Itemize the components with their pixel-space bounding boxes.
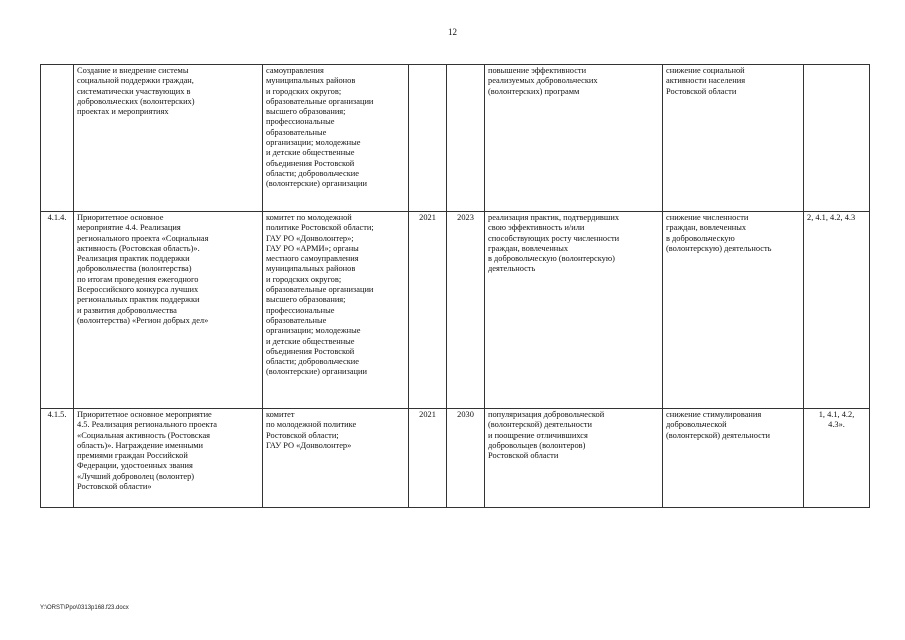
page-number: 12 [448,27,457,37]
executor-cell: самоуправления муниципальных районов и городских округов; образовательные организации высшего образования; профессиональные образовательные организации; молодежные и детские общественные объединения Ростовской области; добровольческие (волонтерские) организации [263,65,409,212]
table-row [41,409,870,508]
event-cell: Приоритетное основное мероприятие 4.4. Реализация регионального проекта «Социальная активность (Ростовская область)». Реализация практик поддержки добровольчества (волонтерства) по итогам проведения ежегодного Всероссийского конкурса лучших региональных практик поддержки и развития добровольчества (волонтерства) «Регион добрых дел» [74,212,263,409]
row-number-cell [41,65,74,212]
table-row [41,212,870,409]
event-cell: Создание и внедрение системы социальной поддержки граждан, систематически участвующих в добровольческих (волонтерских) проектах и мероприятиях [74,65,263,212]
expected-result-cell: популяризация добровольческой (волонтерской) деятельности и поощрение отличившихся добровольцев (волонтеров) Ростовской области [485,409,663,508]
table-row [41,65,870,212]
consequence-cell: снижение численности граждан, вовлеченных в добровольческую (волонтерскую) деятельность [663,212,804,409]
start-year-cell: 2021 [409,409,447,508]
document-file-path: Y:\ORST\Ppo\0313p168.f23.docx [40,605,129,611]
row-number-cell: 4.1.4. [41,212,74,409]
indicator-link-cell: 2, 4.1, 4.2, 4.3 [804,212,870,409]
start-year-cell: 2021 [409,212,447,409]
executor-cell: комитет по молодежной политике Ростовской области; ГАУ РО «Донволонтер»; ГАУ РО «АРМИ»; органы местного самоуправления муниципальных районов и городских округов; образовательные организации высшего образования; профессиональные образовательные организации; молодежные и детские общественные объединения Ростовской области; добровольческие (волонтерские) организации [263,212,409,409]
expected-result-cell: повышение эффективности реализуемых добровольческих (волонтерских) программ [485,65,663,212]
program-events-table [40,64,870,508]
end-year-cell [447,65,485,212]
event-cell: Приоритетное основное мероприятие 4.5. Реализация регионального проекта «Социальная активность (Ростовская область)». Награждение именными премиями граждан Российской Федерации, удостоенных звания «Лучший доброволец (волонтер) Ростовской области» [74,409,263,508]
end-year-cell: 2023 [447,212,485,409]
row-number-cell: 4.1.5. [41,409,74,508]
start-year-cell [409,65,447,212]
indicator-link-cell: 1, 4.1, 4.2, 4.3». [804,409,870,508]
expected-result-cell: реализация практик, подтвердивших свою эффективность и/или способствующих росту численности граждан, вовлеченных в добровольческую (волонтерскую) деятельность [485,212,663,409]
indicator-link-cell [804,65,870,212]
end-year-cell: 2030 [447,409,485,508]
executor-cell: комитет по молодежной политике Ростовской области; ГАУ РО «Донволонтер» [263,409,409,508]
consequence-cell: снижение социальной активности населения Ростовской области [663,65,804,212]
consequence-cell: снижение стимулирования добровольческой (волонтерской) деятельности [663,409,804,508]
